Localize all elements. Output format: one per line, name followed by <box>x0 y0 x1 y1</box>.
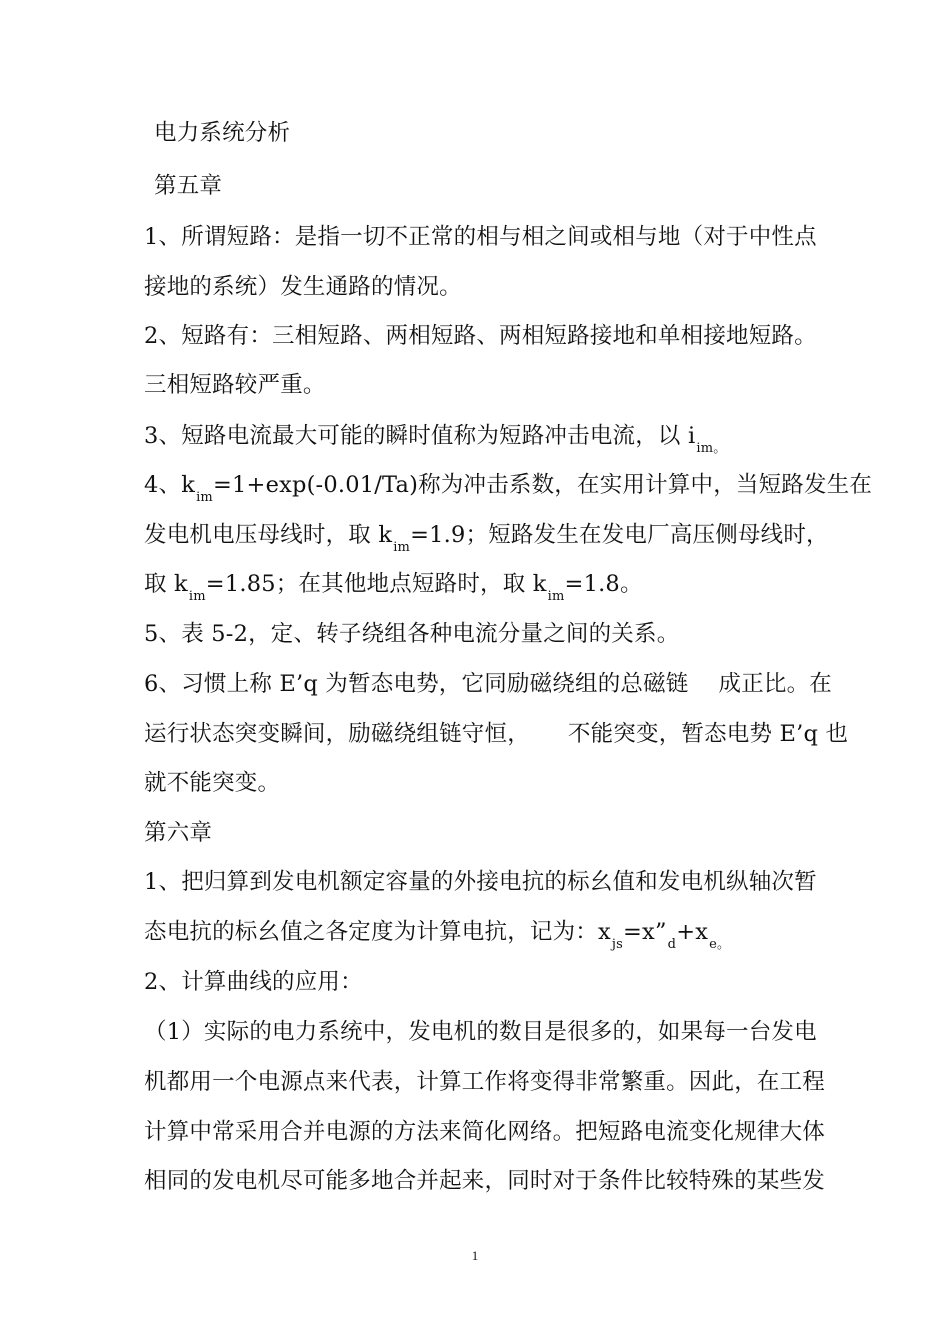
ch6-p1-l2-sub2: d <box>667 937 677 952</box>
ch5-p6-l1-b: 成正比。在 <box>718 671 833 697</box>
ch6-p3-line1: （1）实际的电力系统中，发电机的数目是很多的，如果每一台发电 <box>144 1019 817 1045</box>
chapter-6-heading: 第六章 <box>144 820 213 846</box>
ch5-p6-line2 <box>144 718 849 750</box>
chapter-5-heading: 第五章 <box>154 173 223 199</box>
ch5-p4-l1-sub: im <box>196 490 213 505</box>
ch5-p6-l2-a: 运行状态突变瞬间，励磁绕组链守恒， <box>144 721 530 747</box>
ch5-p2-line1: 2、短路有：三相短路、两相短路、两相短路接地和单相接地短路。 <box>144 323 817 349</box>
ch6-p3-line3: 计算中常采用合并电源的方法来简化网络。把短路电流变化规律大体 <box>144 1119 826 1145</box>
ch5-p1-line2: 接地的系统）发生通路的情况。 <box>144 274 462 300</box>
ch5-p4-line3 <box>144 568 812 604</box>
ch5-p4-l3-b: =1.85；在其他地点短路时，取 k <box>205 571 547 597</box>
ch6-p1-l2-c: +x <box>676 919 709 945</box>
ch5-p4-l3-sub2: im <box>547 589 565 604</box>
document-title: 电力系统分析 <box>154 120 291 146</box>
ch6-p3-line4: 相同的发电机尽可能多地合并起来，同时对于条件比较特殊的某些发 <box>144 1168 826 1194</box>
ch6-p3-line2: 机都用一个电源点来代表，计算工作将变得非常繁重。因此，在工程 <box>144 1069 826 1095</box>
ch5-p4-l2-sub: im <box>393 540 411 555</box>
ch6-p1-line2 <box>144 916 812 952</box>
ch6-p2-line: 2、计算曲线的应用： <box>144 969 363 995</box>
ch5-p4-l1-b: =1+exp(-0.01/Ta)称为冲击系数，在实用计算中，当短路发生在 <box>212 472 873 498</box>
ch5-p4-l2-b: =1.9；短路发生在发电厂高压侧母线时， <box>410 522 829 548</box>
ch5-p6-line3: 就不能突变。 <box>144 770 281 796</box>
ch5-p4-l3-a: 取 k <box>144 571 188 597</box>
page-number: 1 <box>471 1248 479 1263</box>
ch5-p3-text: 3、短路电流最大可能的瞬时值称为短路冲击电流，以 i <box>144 423 696 449</box>
ch6-p1-l2-b: =x” <box>623 919 667 945</box>
ch6-p1-l2-sub3: e。 <box>709 937 731 952</box>
ch5-p4-l3-sub1: im <box>188 589 206 604</box>
ch5-p6-l1-a: 6、习惯上称 E’q 为暂态电势，它同励磁绕组的总磁链 <box>144 671 689 697</box>
ch6-p1-l2-sub1: js <box>611 937 623 952</box>
ch5-p6-l2-b: 不能突变，暂态电势 E’q 也 <box>567 721 849 747</box>
ch6-p1-line1: 1、把归算到发电机额定容量的外接电抗的标幺值和发电机纵轴次暂 <box>144 869 817 895</box>
ch5-p3-line <box>144 420 812 456</box>
ch5-p2-line2: 三相短路较严重。 <box>144 372 326 398</box>
ch5-p6-line1 <box>144 668 833 700</box>
ch5-p4-l1-a: 4、k <box>144 472 196 498</box>
ch5-p4-l3-c: =1.8。 <box>564 571 643 597</box>
ch5-p1-line1: 1、所谓短路：是指一切不正常的相与相之间或相与地（对于中性点 <box>144 224 817 250</box>
ch5-p5-line: 5、表 5-2，定、转子绕组各种电流分量之间的关系。 <box>144 621 680 647</box>
ch6-p1-l2-a: 态电抗的标幺值之各定度为计算电抗，记为：x <box>144 919 611 945</box>
ch5-p4-line1 <box>144 469 873 505</box>
ch5-p4-line2 <box>144 519 829 555</box>
ch5-p4-l2-a: 发电机电压母线时，取 k <box>144 522 393 548</box>
ch5-p3-sub: im。 <box>696 441 727 456</box>
